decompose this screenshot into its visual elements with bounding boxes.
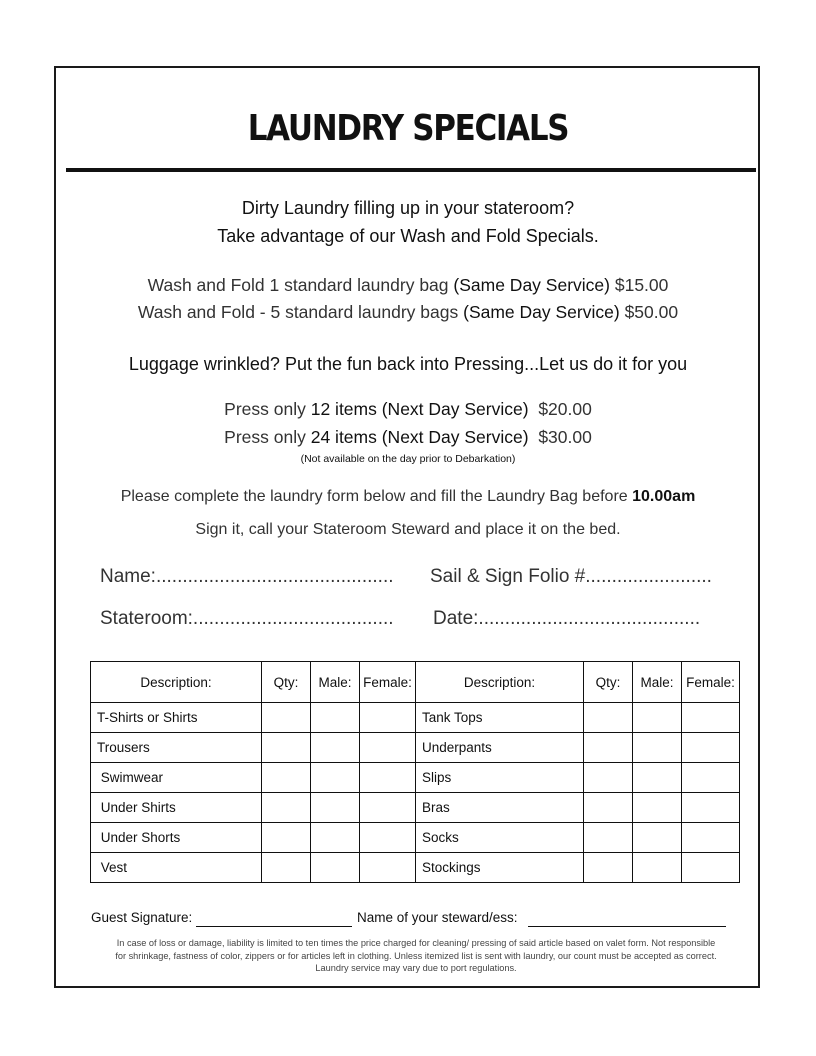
- page-title: LAUNDRY SPECIALS: [247, 108, 569, 149]
- male-cell[interactable]: [311, 853, 360, 883]
- male-cell[interactable]: [633, 703, 682, 733]
- table-row: [91, 793, 740, 823]
- qty-cell[interactable]: [262, 703, 311, 733]
- male-cell[interactable]: [633, 733, 682, 763]
- qty-cell[interactable]: [584, 853, 633, 883]
- female-cell[interactable]: [682, 793, 740, 823]
- disclaimer: [60, 937, 772, 975]
- pressing-heading: Luggage wrinkled? Put the fun back into Pressing...Let us do it for you: [128, 354, 688, 374]
- column-header: Female:: [360, 662, 416, 703]
- female-cell[interactable]: [360, 703, 416, 733]
- intro-line-2: Take advantage of our Wash and Fold Specials.: [217, 226, 599, 246]
- table-row: [91, 823, 740, 853]
- steward-name-label: Name of your steward/ess:: [357, 910, 518, 925]
- wash-fold-offer-1: [56, 275, 760, 296]
- qty-cell[interactable]: [584, 763, 633, 793]
- offer-items: 12 items (Next Day Service): [310, 399, 529, 419]
- stateroom-field[interactable]: Stateroom:......................................: [100, 608, 394, 629]
- qty-cell[interactable]: [584, 823, 633, 853]
- offer-items: 24 items (Next Day Service): [310, 427, 529, 447]
- item-description: Underpants: [416, 733, 584, 763]
- offer-label: Press only: [224, 427, 306, 447]
- column-header: Male:: [311, 662, 360, 703]
- qty-cell[interactable]: [584, 703, 633, 733]
- item-description: Trousers: [91, 733, 262, 763]
- offer-service: (Same Day Service): [453, 275, 610, 295]
- female-cell[interactable]: [682, 853, 740, 883]
- qty-cell[interactable]: [262, 763, 311, 793]
- name-field[interactable]: Name:.............................................: [100, 566, 394, 587]
- offer-label: Wash and Fold - 5 standard laundry bags: [137, 302, 459, 322]
- female-cell[interactable]: [360, 733, 416, 763]
- item-description: Tank Tops: [416, 703, 584, 733]
- item-description: Under Shorts: [91, 823, 262, 853]
- male-cell[interactable]: [311, 793, 360, 823]
- item-description: Slips: [416, 763, 584, 793]
- table-row: [91, 733, 740, 763]
- offer-price: $30.00: [538, 427, 592, 447]
- male-cell[interactable]: [633, 853, 682, 883]
- steward-name-line[interactable]: [528, 926, 726, 927]
- item-description: Bras: [416, 793, 584, 823]
- qty-cell[interactable]: [262, 853, 311, 883]
- item-description: Socks: [416, 823, 584, 853]
- instruction-line-1: [56, 488, 760, 506]
- table-row: [91, 703, 740, 733]
- column-header: Qty:: [262, 662, 311, 703]
- qty-cell[interactable]: [262, 733, 311, 763]
- guest-signature-line[interactable]: [196, 926, 352, 927]
- male-cell[interactable]: [311, 703, 360, 733]
- column-header: Female:: [682, 662, 740, 703]
- offer-label: Press only: [224, 399, 306, 419]
- table-row: [91, 763, 740, 793]
- pressing-offer-2: [56, 427, 760, 448]
- female-cell[interactable]: [682, 823, 740, 853]
- disclaimer-line: for shrinkage, fastness of color, zippers or for articles left in clothing. Unless itemized list is sent with laundry, our count must be accepted as correct.: [115, 950, 717, 961]
- table-header-row: [91, 662, 740, 703]
- folio-field[interactable]: Sail & Sign Folio #........................: [430, 566, 712, 587]
- female-cell[interactable]: [682, 763, 740, 793]
- table-row: [91, 853, 740, 883]
- disclaimer-line: In case of loss or damage, liability is limited to ten times the price charged for cleaning/ pressing of said article based on valet form. Not responsible: [116, 938, 716, 948]
- column-header: Description:: [91, 662, 262, 703]
- laundry-form-table: [90, 661, 740, 883]
- female-cell[interactable]: [360, 853, 416, 883]
- male-cell[interactable]: [633, 763, 682, 793]
- qty-cell[interactable]: [584, 793, 633, 823]
- offer-price: $20.00: [538, 399, 592, 419]
- item-description: T-Shirts or Shirts: [91, 703, 262, 733]
- male-cell[interactable]: [633, 823, 682, 853]
- offer-label: Wash and Fold 1 standard laundry bag: [147, 275, 449, 295]
- male-cell[interactable]: [633, 793, 682, 823]
- qty-cell[interactable]: [262, 793, 311, 823]
- title-divider: [66, 168, 756, 172]
- instruction-line-2: Sign it, call your Stateroom Steward and place it on the bed.: [195, 521, 621, 538]
- item-description: Stockings: [416, 853, 584, 883]
- guest-signature-label: Guest Signature:: [91, 910, 193, 925]
- column-header: Male:: [633, 662, 682, 703]
- column-header: Qty:: [584, 662, 633, 703]
- wash-fold-offer-2: [56, 302, 760, 323]
- female-cell[interactable]: [682, 703, 740, 733]
- pressing-offer-1: [56, 399, 760, 420]
- item-description: Swimwear: [91, 763, 262, 793]
- item-description: Under Shirts: [91, 793, 262, 823]
- female-cell[interactable]: [360, 763, 416, 793]
- male-cell[interactable]: [311, 733, 360, 763]
- column-header: Description:: [416, 662, 584, 703]
- pressing-note: (Not available on the day prior to Debarkation): [300, 453, 516, 465]
- disclaimer-line: Laundry service may vary due to port regulations.: [315, 963, 517, 973]
- instruction-deadline: 10.00am: [632, 488, 696, 505]
- instruction-text: Please complete the laundry form below and fill the Laundry Bag before: [120, 488, 628, 505]
- intro-line-1: Dirty Laundry filling up in your stateroom?: [241, 198, 575, 218]
- date-field[interactable]: Date:..........................................: [433, 608, 701, 629]
- item-description: Vest: [91, 853, 262, 883]
- qty-cell[interactable]: [262, 823, 311, 853]
- female-cell[interactable]: [360, 793, 416, 823]
- female-cell[interactable]: [360, 823, 416, 853]
- qty-cell[interactable]: [584, 733, 633, 763]
- male-cell[interactable]: [311, 823, 360, 853]
- male-cell[interactable]: [311, 763, 360, 793]
- female-cell[interactable]: [682, 733, 740, 763]
- offer-price: $15.00: [614, 275, 669, 295]
- offer-price: $50.00: [624, 302, 679, 322]
- offer-service: (Same Day Service): [463, 302, 620, 322]
